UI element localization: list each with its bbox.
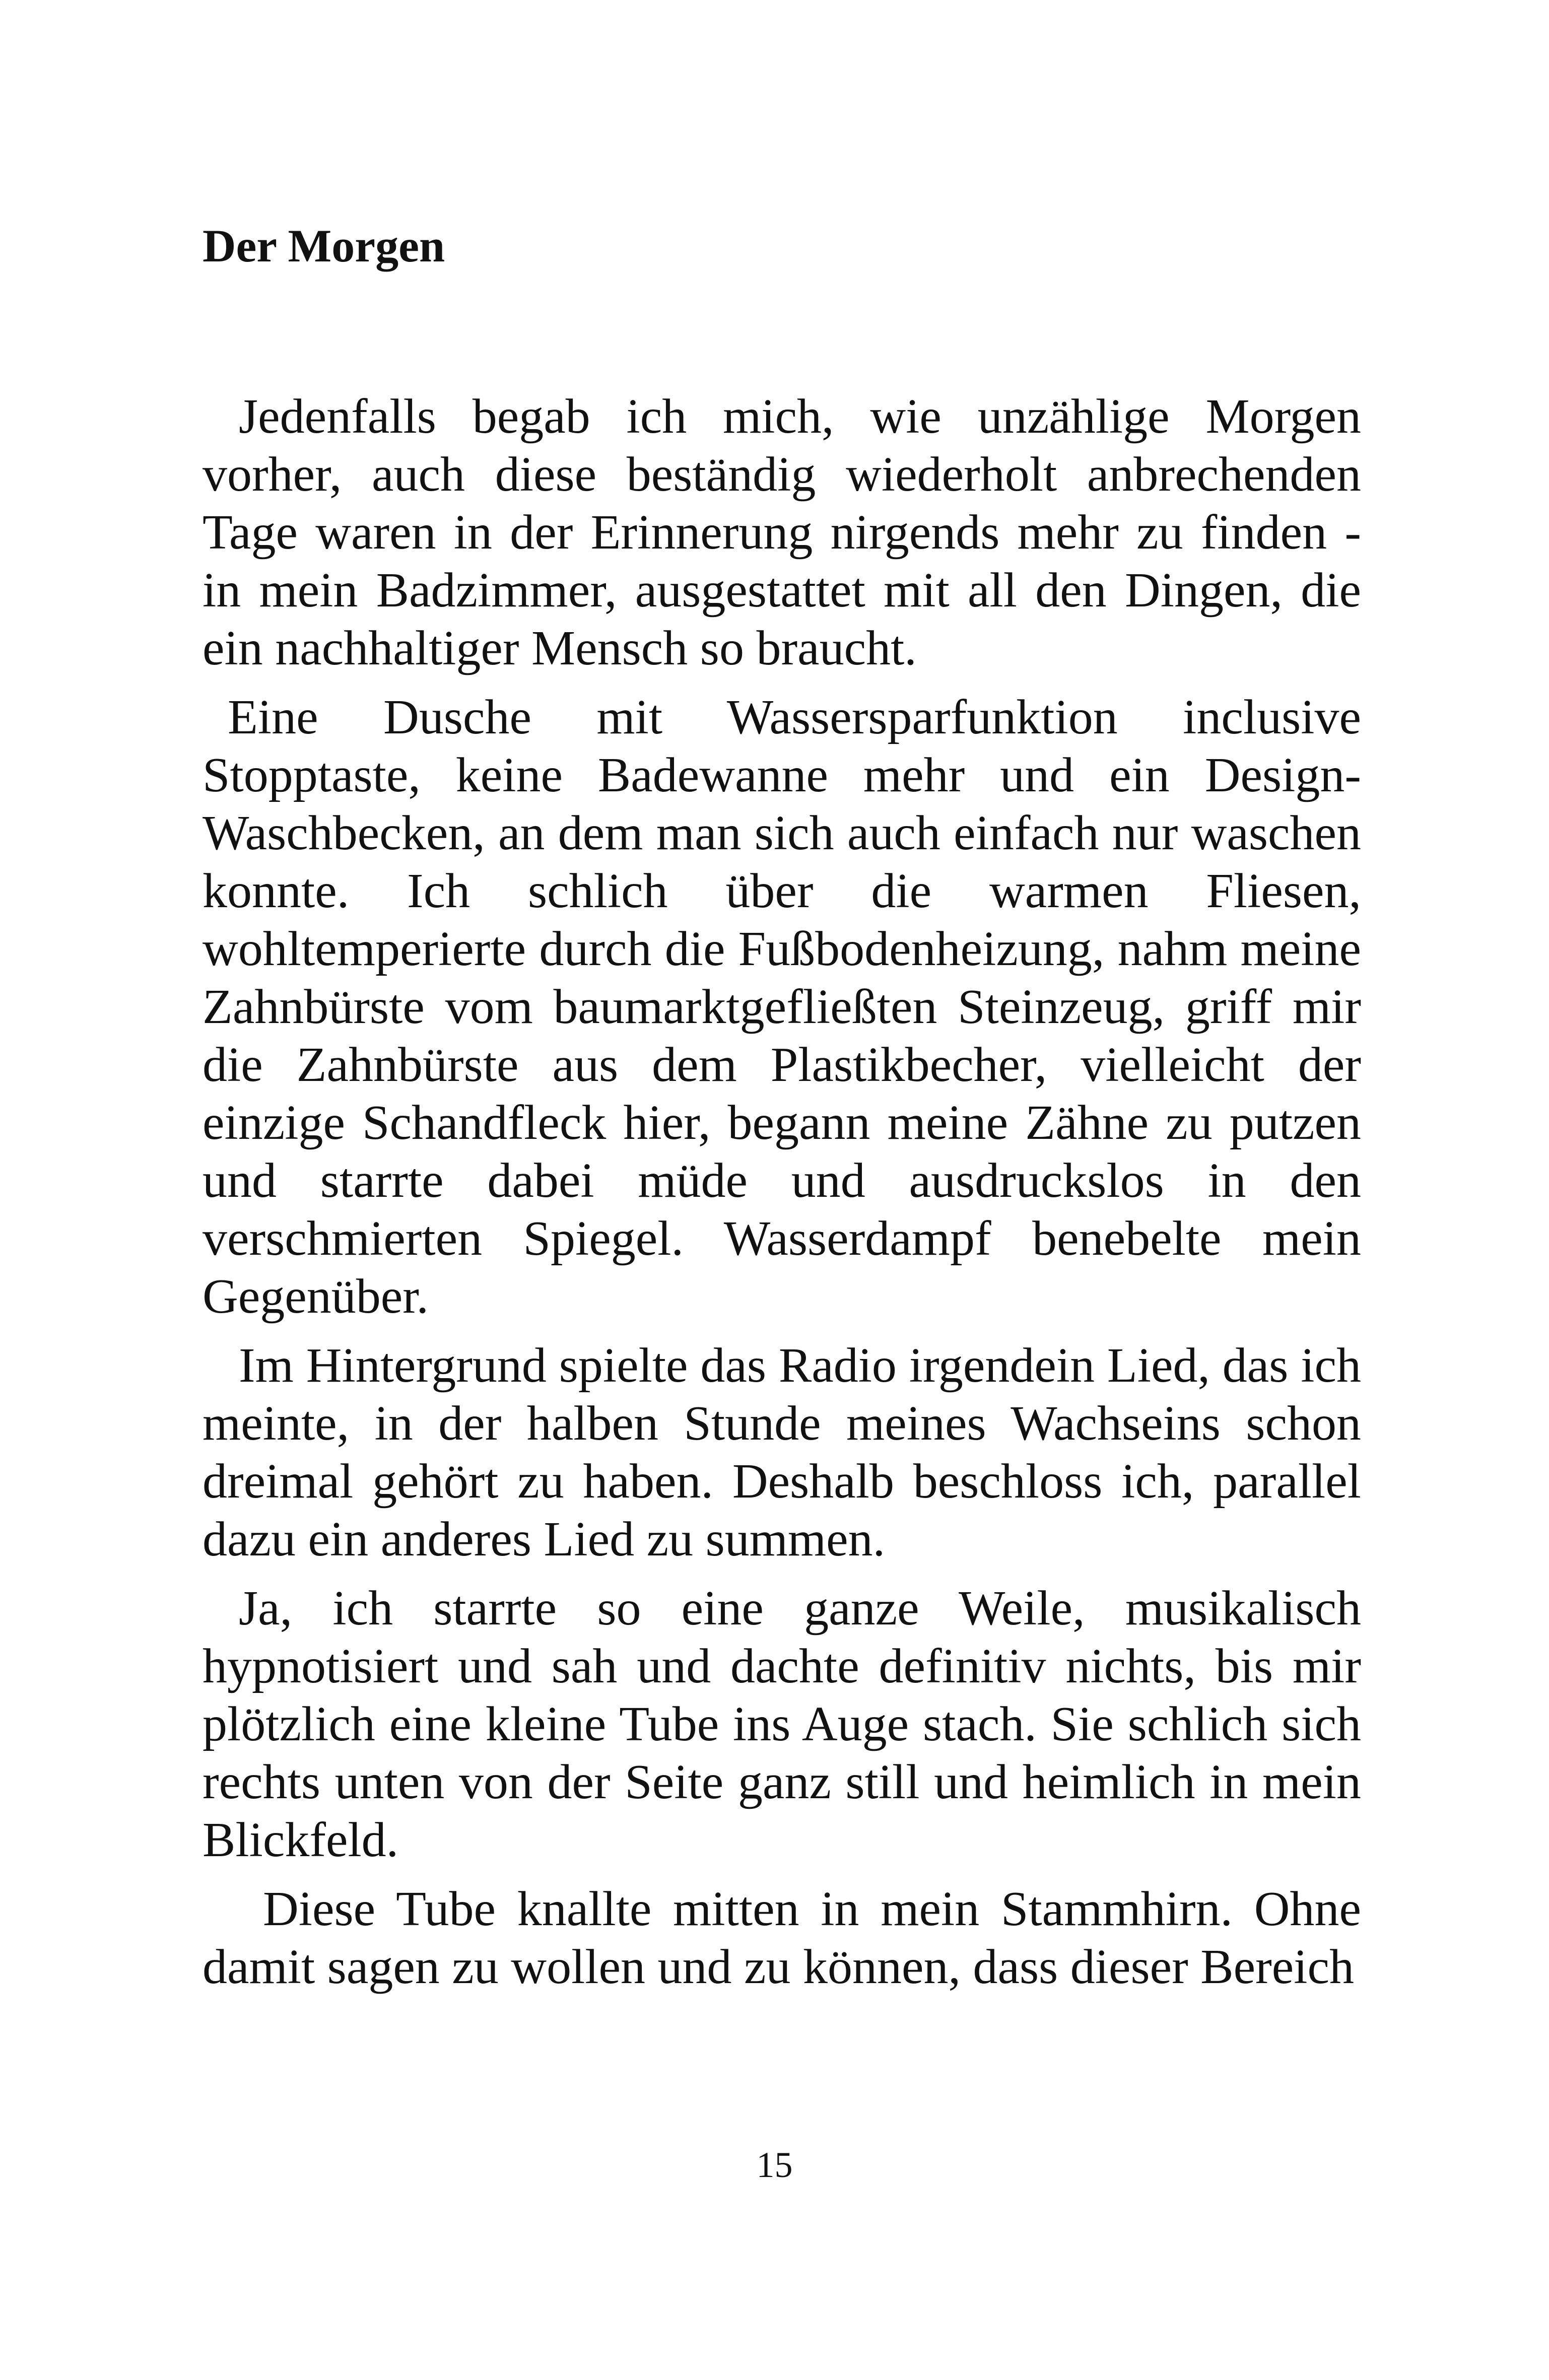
paragraph-4: Ja, ich starrte so eine ganze Weile, musikalisch hypnotisiert und sah und dachte definitiv nichts, bis mir plötzlich eine kleine Tube ins Auge stach. Sie schlich sich rechts unten von der Seite ganz still und heimlich in mein Blickfeld. [203,1581,1361,1867]
paragraph-1: Jedenfalls begab ich mich, wie unzählige Morgen vorher, auch diese beständig wiederholt anbrechenden Tage waren in der Erinnerung nirgends mehr zu finden - in mein Badzimmer, ausgestattet mit all den Dingen, die ein nachhaltiger Mensch so braucht. [203,389,1361,675]
page-number: 15 [756,2145,793,2185]
chapter-title: Der Morgen [203,220,445,271]
paragraph-2: Eine Dusche mit Wassersparfunktion inclusive Stopptaste, keine Badewanne mehr und ein Design-Waschbecken, an dem man sich auch einfach nur waschen konnte. Ich schlich über die warmen Fliesen, wohltemperierte durch die Fußbodenheizung, nahm meine Zahnbürste vom baumarktgefließten Steinzeug, griff mir die Zahnbürste aus dem Plastikbecher, vielleicht der einzige Schandfleck hier, begann meine Zähne zu putzen und starrte dabei müde und ausdruckslos in den verschmierten Spiegel. Wasserdampf benebelte mein Gegenüber. [203,690,1361,1324]
paragraph-5: Diese Tube knallte mitten in mein Stammhirn. Ohne damit sagen zu wollen und zu können, dass dieser Bereich [203,1882,1361,1994]
body-text [203,388,1361,2007]
paragraph-3: Im Hintergrund spielte das Radio irgendein Lied, das ich meinte, in der halben Stunde meines Wachseins schon dreimal gehört zu haben. Deshalb beschloss ich, parallel dazu ein anderes Lied zu summen. [203,1338,1361,1567]
